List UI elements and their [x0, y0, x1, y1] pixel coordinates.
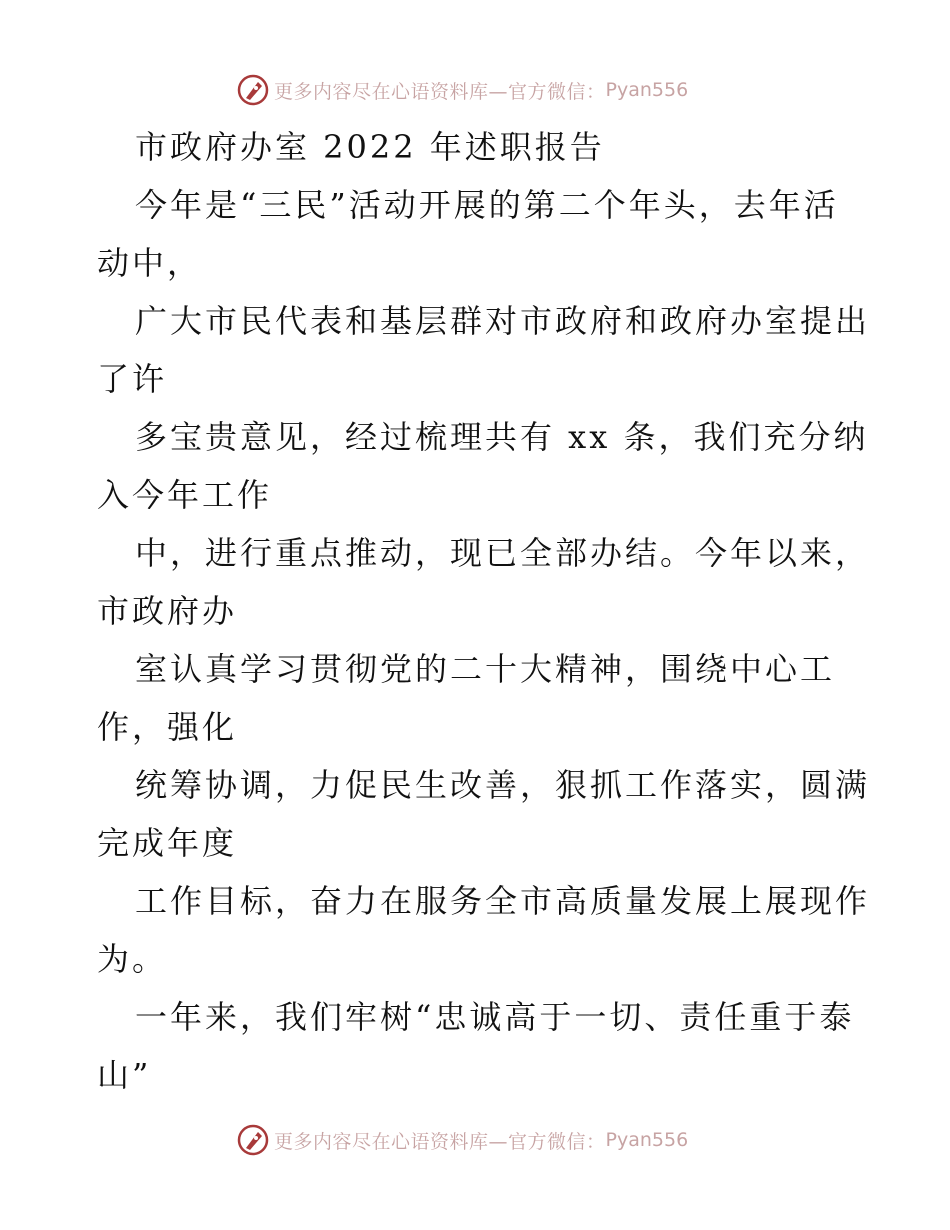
banner-wechat-id: Pyan556 — [605, 79, 689, 101]
text-line: 室认真学习贯彻党的二十大精神，围绕中心工 — [135, 650, 836, 688]
text-line: 今年是“三民”活动开展的第二个年头，去年活 — [135, 186, 839, 224]
text-line: 动中， — [97, 244, 203, 282]
banner-text: 更多内容尽在心语资料库—官方微信： — [274, 1130, 606, 1153]
pen-nib-logo-icon — [236, 1123, 270, 1157]
document-body — [97, 118, 871, 1104]
text-line: 完成年度 — [97, 824, 238, 862]
text-line: 市政府办 — [97, 592, 238, 630]
text-line: 统筹协调，力促民生改善，狠抓工作落实，圆满 — [135, 766, 871, 804]
text-line: 了许 — [97, 360, 168, 398]
text-line: 山” — [97, 1056, 152, 1094]
pen-nib-logo-icon — [236, 73, 270, 107]
text-line: 工作目标，奋力在服务全市高质量发展上展现作 — [135, 882, 871, 920]
text-line: 为。 — [97, 940, 168, 978]
text-line: 入今年工作 — [97, 476, 273, 514]
text-line: 多宝贵意见，经过梳理共有 xx 条，我们充分纳 — [135, 418, 869, 456]
text-line: 广大市民代表和基层群对市政府和政府办室提出 — [135, 302, 871, 340]
text-line: 作，强化 — [97, 708, 238, 746]
text-line: 一年来，我们牢树“忠诚高于一切、责任重于泰 — [135, 998, 855, 1036]
document-title: 市政府办室 2022 年述职报告 — [135, 128, 605, 166]
text-line: 中，进行重点推动，现已全部办结。今年以来， — [135, 534, 871, 572]
footer-banner — [236, 1122, 688, 1158]
banner-wechat-id: Pyan556 — [605, 1129, 689, 1151]
banner-text: 更多内容尽在心语资料库—官方微信： — [274, 80, 606, 103]
header-banner — [236, 72, 688, 108]
